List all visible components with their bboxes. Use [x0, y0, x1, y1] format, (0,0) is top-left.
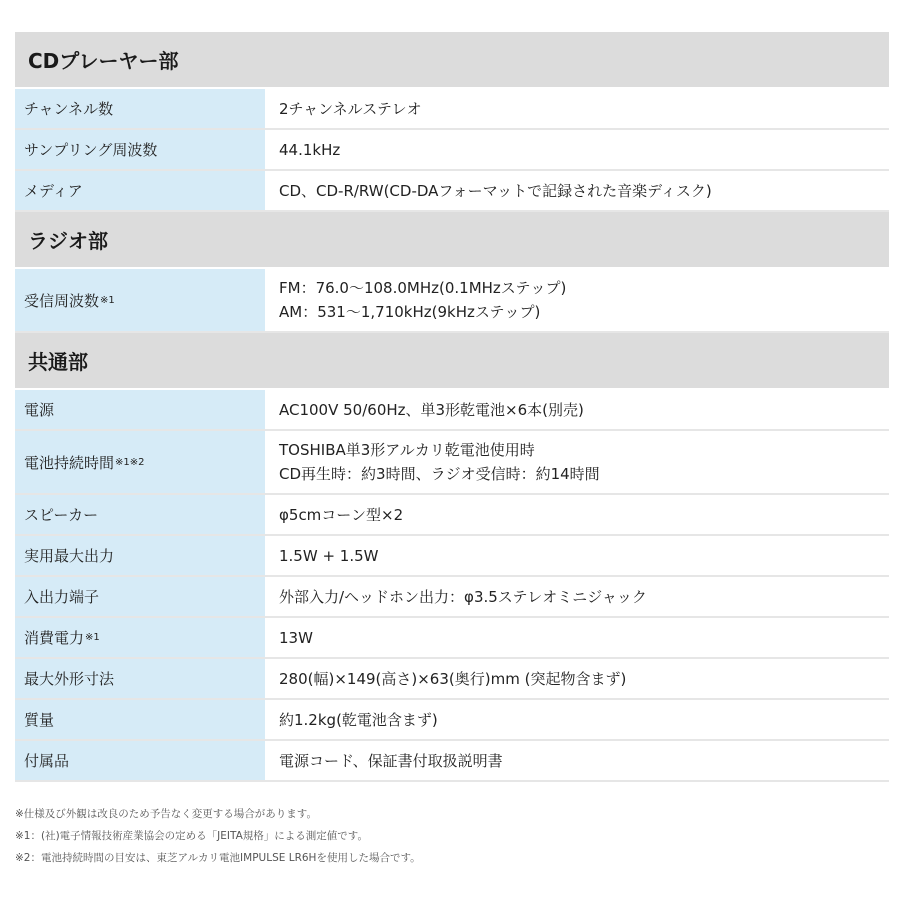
spec-label-text: スピーカー — [24, 506, 99, 524]
footnote: ※2：電池持続時間の目安は、東芝アルカリ電池IMPULSE LR6Hを使用した場合です。 — [15, 852, 421, 864]
spec-value-line: 外部入力/ヘッドホン出力：φ3.5ステレオミニジャック — [279, 587, 647, 606]
spec-label-text: 入出力端子 — [24, 588, 100, 606]
spec-value-line: CD再生時：約3時間、ラジオ受信時：約14時間 — [279, 465, 600, 483]
spec-value-line: AM：531～1,710kHz(9kHzステップ) — [279, 303, 541, 321]
spec-label — [15, 89, 267, 128]
spec-label-text: 付属品 — [24, 752, 70, 770]
spec-value — [267, 130, 889, 169]
spec-label — [15, 700, 267, 739]
footnote-mark: ※1 — [85, 632, 100, 643]
footnote: ※仕様及び外観は改良のため予告なく変更する場合があります。 — [15, 808, 317, 820]
spec-value — [267, 618, 889, 657]
spec-label — [15, 269, 267, 331]
spec-value — [267, 577, 889, 616]
spec-value-line: TOSHIBA単3形アルカリ乾電池使用時 — [279, 441, 535, 459]
spec-value-line: 44.1kHz — [279, 140, 341, 159]
spec-value-line: FM：76.0～108.0MHz(0.1MHzステップ) — [279, 279, 567, 297]
spec-row-battery-life — [15, 431, 889, 495]
spec-value-line: 電源コード、保証書付取扱説明書 — [279, 751, 503, 770]
spec-value — [267, 171, 889, 210]
spec-value — [267, 269, 889, 331]
spec-row-weight — [15, 700, 889, 741]
spec-value — [267, 536, 889, 575]
spec-row-io-terminals — [15, 577, 889, 618]
section-header-radio — [15, 212, 889, 269]
spec-label — [15, 171, 267, 210]
spec-value — [267, 700, 889, 739]
footnote: ※1：(社)電子情報技術産業協会の定める「JEITA規格」による測定値です。 — [15, 830, 368, 842]
spec-label — [15, 536, 267, 575]
spec-label — [15, 618, 267, 657]
spec-value-line: 約1.2kg(乾電池含まず) — [279, 710, 438, 729]
spec-label-text: 実用最大出力 — [24, 547, 115, 565]
spec-row-speaker — [15, 495, 889, 536]
spec-label-text: チャンネル数 — [24, 100, 114, 118]
section-title: ラジオ部 — [28, 229, 108, 253]
section-header-common — [15, 333, 889, 390]
spec-label — [15, 495, 267, 534]
spec-label — [15, 741, 267, 780]
spec-label-text: 質量 — [24, 711, 55, 729]
spec-value — [267, 659, 889, 698]
spec-table — [15, 32, 889, 782]
spec-row-power-consumption — [15, 618, 889, 659]
spec-value-line: 13W — [279, 628, 313, 647]
footnote-mark: ※1 — [100, 294, 115, 306]
spec-row-reception-frequency — [15, 269, 889, 333]
spec-row-accessories — [15, 741, 889, 782]
footnotes — [15, 803, 421, 869]
spec-label-text: 最大外形寸法 — [24, 670, 115, 688]
spec-row-power-source — [15, 390, 889, 431]
spec-label-text: 電池持続時間 — [24, 453, 115, 472]
spec-label-text: 受信周波数 — [24, 291, 100, 310]
spec-row-dimensions — [15, 659, 889, 700]
spec-value — [267, 495, 889, 534]
spec-value — [267, 390, 889, 429]
spec-label — [15, 130, 267, 169]
spec-value-line: 1.5W + 1.5W — [279, 546, 379, 565]
spec-value-line: AC100V 50/60Hz、単3形乾電池×6本(別売) — [279, 400, 584, 419]
section-title: 共通部 — [28, 350, 88, 374]
spec-value-line: φ5cmコーン型×2 — [279, 505, 404, 524]
section-header-cd-player — [15, 32, 889, 89]
spec-label — [15, 577, 267, 616]
spec-label-text: 消費電力 — [24, 629, 85, 647]
spec-label — [15, 431, 267, 493]
section-title: CDプレーヤー部 — [28, 49, 179, 73]
spec-label — [15, 390, 267, 429]
spec-row-max-output — [15, 536, 889, 577]
spec-label — [15, 659, 267, 698]
spec-value-line: CD、CD-R/RW(CD-DAフォーマットで記録された音楽ディスク) — [279, 181, 712, 200]
spec-row-media — [15, 171, 889, 212]
spec-label-text: サンプリング周波数 — [24, 141, 158, 159]
footnote-mark: ※1※2 — [115, 456, 145, 468]
spec-label-text: 電源 — [24, 401, 55, 419]
spec-label-text: メディア — [24, 182, 83, 200]
spec-value-line: 2チャンネルステレオ — [279, 99, 422, 118]
spec-value — [267, 741, 889, 780]
spec-row-channels — [15, 89, 889, 130]
spec-value — [267, 89, 889, 128]
spec-value — [267, 431, 889, 493]
spec-row-sampling — [15, 130, 889, 171]
spec-value-line: 280(幅)×149(高さ)×63(奥行)mm (突起物含まず) — [279, 669, 627, 688]
